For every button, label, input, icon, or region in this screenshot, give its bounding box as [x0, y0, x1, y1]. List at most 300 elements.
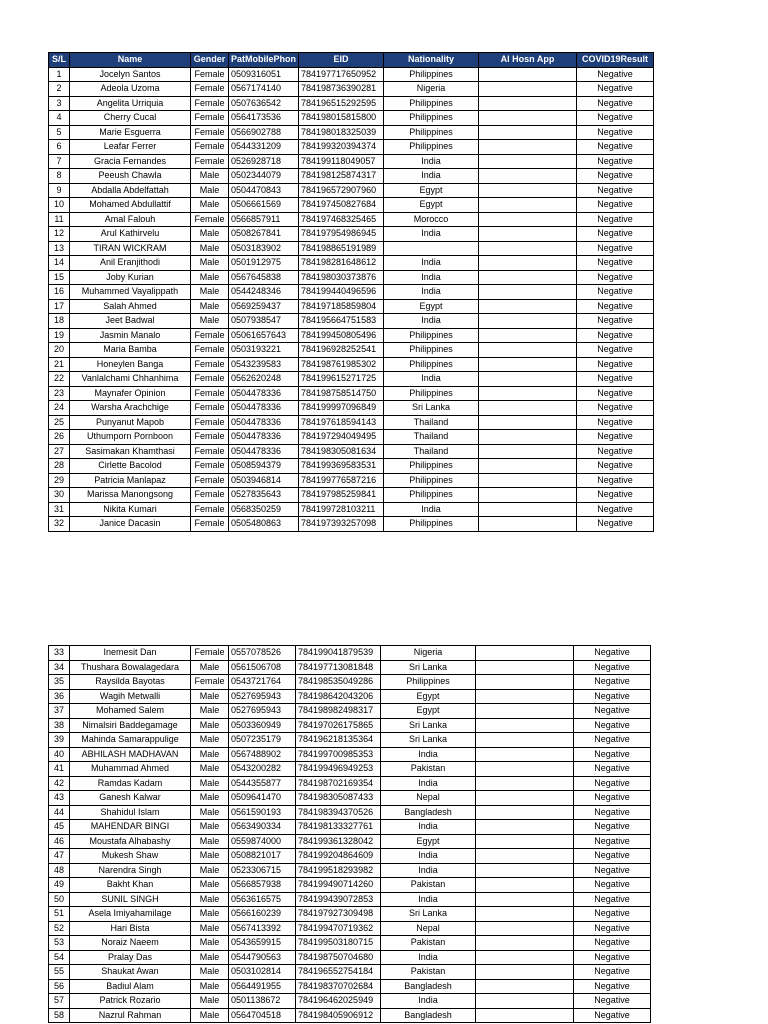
- cell-sl: 47: [49, 849, 70, 864]
- cell-phone: 0561506708: [229, 660, 296, 675]
- cell-alhosn: [479, 430, 577, 445]
- cell-gender: Female: [191, 96, 229, 111]
- cell-eid: 784197618594143: [299, 415, 384, 430]
- cell-eid: 784197717650952: [299, 67, 384, 82]
- cell-sl: 13: [49, 241, 70, 256]
- cell-name: Marie Esguerra: [70, 125, 191, 140]
- cell-phone: 0526928718: [229, 154, 299, 169]
- cell-alhosn: [479, 154, 577, 169]
- cell-nationality: Bangladesh: [381, 1008, 476, 1023]
- cell-nationality: India: [381, 892, 476, 907]
- cell-phone: 0505480863: [229, 517, 299, 532]
- cell-name: Shaukat Awan: [70, 965, 191, 980]
- cell-eid: 784199728103211: [299, 502, 384, 517]
- cell-covid-result: Negative: [577, 299, 654, 314]
- cell-sl: 20: [49, 343, 70, 358]
- cell-alhosn: [476, 733, 574, 748]
- cell-gender: Male: [191, 921, 229, 936]
- cell-name: Amal Falouh: [70, 212, 191, 227]
- cell-name: Muhammed Vayalippath: [70, 285, 191, 300]
- cell-nationality: Philippines: [384, 140, 479, 155]
- cell-name: Abdalla Abdelfattah: [70, 183, 191, 198]
- cell-covid-result: Negative: [574, 646, 651, 661]
- table-row: [49, 415, 654, 430]
- cell-eid: 784199041879539: [296, 646, 381, 661]
- cell-phone: 0544790563: [229, 950, 296, 965]
- cell-phone: 0503360949: [229, 718, 296, 733]
- cell-eid: 784196928252541: [299, 343, 384, 358]
- cell-eid: 784195664751583: [299, 314, 384, 329]
- cell-gender: Female: [191, 67, 229, 82]
- cell-sl: 26: [49, 430, 70, 445]
- table-row: [49, 285, 654, 300]
- cell-gender: Male: [191, 820, 229, 835]
- cell-covid-result: Negative: [577, 328, 654, 343]
- cell-alhosn: [476, 805, 574, 820]
- cell-eid: 784199361328042: [296, 834, 381, 849]
- cell-gender: Female: [191, 111, 229, 126]
- cell-sl: 55: [49, 965, 70, 980]
- cell-sl: 51: [49, 907, 70, 922]
- table-row: [49, 820, 651, 835]
- cell-eid: 784198761985302: [299, 357, 384, 372]
- cell-covid-result: Negative: [577, 502, 654, 517]
- cell-sl: 43: [49, 791, 70, 806]
- cell-eid: 784198982498317: [296, 704, 381, 719]
- cell-phone: 05061657643: [229, 328, 299, 343]
- cell-eid: 784199369583531: [299, 459, 384, 474]
- cell-sl: 39: [49, 733, 70, 748]
- cell-covid-result: Negative: [574, 979, 651, 994]
- cell-covid-result: Negative: [577, 473, 654, 488]
- cell-eid: 784197985259841: [299, 488, 384, 503]
- cell-covid-result: Negative: [574, 733, 651, 748]
- cell-nationality: Philippines: [384, 328, 479, 343]
- cell-alhosn: [476, 689, 574, 704]
- cell-covid-result: Negative: [577, 111, 654, 126]
- cell-phone: 0501912975: [229, 256, 299, 271]
- cell-name: Shahidul Islam: [70, 805, 191, 820]
- cell-alhosn: [476, 834, 574, 849]
- cell-phone: 0543721764: [229, 675, 296, 690]
- cell-gender: Male: [191, 198, 229, 213]
- cell-nationality: Egypt: [384, 299, 479, 314]
- cell-alhosn: [479, 372, 577, 387]
- cell-covid-result: Negative: [577, 488, 654, 503]
- cell-nationality: India: [381, 849, 476, 864]
- cell-gender: Male: [191, 747, 229, 762]
- cell-alhosn: [479, 502, 577, 517]
- cell-alhosn: [476, 907, 574, 922]
- cell-sl: 4: [49, 111, 70, 126]
- table-row: [49, 169, 654, 184]
- table-row: [49, 921, 651, 936]
- cell-covid-result: Negative: [577, 67, 654, 82]
- cell-name: Moustafa Alhabashy: [70, 834, 191, 849]
- cell-phone: 0543239583: [229, 357, 299, 372]
- header-row: [49, 53, 654, 68]
- cell-alhosn: [479, 299, 577, 314]
- cell-gender: Male: [191, 660, 229, 675]
- cell-sl: 6: [49, 140, 70, 155]
- cell-gender: Male: [191, 762, 229, 777]
- cell-sl: 28: [49, 459, 70, 474]
- cell-alhosn: [479, 343, 577, 358]
- cell-name: Arul Kathirvelu: [70, 227, 191, 242]
- cell-eid: 784199204864609: [296, 849, 381, 864]
- cell-alhosn: [476, 1008, 574, 1023]
- cell-nationality: Morocco: [384, 212, 479, 227]
- cell-sl: 3: [49, 96, 70, 111]
- cell-nationality: India: [384, 285, 479, 300]
- cell-gender: Male: [191, 907, 229, 922]
- cell-gender: Male: [191, 704, 229, 719]
- results-table-2: [48, 645, 651, 1023]
- cell-nationality: Pakistan: [381, 936, 476, 951]
- cell-covid-result: Negative: [574, 704, 651, 719]
- cell-name: Pralay Das: [70, 950, 191, 965]
- cell-name: Mahinda Samarappulige: [70, 733, 191, 748]
- cell-nationality: Pakistan: [381, 965, 476, 980]
- cell-eid: 784199496949253: [296, 762, 381, 777]
- cell-sl: 53: [49, 936, 70, 951]
- cell-sl: 50: [49, 892, 70, 907]
- cell-phone: 0501138672: [229, 994, 296, 1009]
- cell-alhosn: [479, 285, 577, 300]
- cell-eid: 784199118049057: [299, 154, 384, 169]
- cell-gender: Female: [191, 372, 229, 387]
- cell-alhosn: [479, 415, 577, 430]
- cell-phone: 0523306715: [229, 863, 296, 878]
- table-row: [49, 660, 651, 675]
- cell-sl: 2: [49, 82, 70, 97]
- cell-phone: 0543659915: [229, 936, 296, 951]
- cell-phone: 0504470843: [229, 183, 299, 198]
- cell-phone: 0568350259: [229, 502, 299, 517]
- cell-covid-result: Negative: [577, 372, 654, 387]
- table-row: [49, 805, 651, 820]
- cell-gender: Female: [191, 328, 229, 343]
- cell-eid: 784199997096849: [299, 401, 384, 416]
- cell-covid-result: Negative: [574, 791, 651, 806]
- header-phone: PatMobilePhon: [229, 53, 299, 68]
- table-row: [49, 140, 654, 155]
- cell-name: Nimalsiri Baddegamage: [70, 718, 191, 733]
- cell-covid-result: Negative: [577, 183, 654, 198]
- cell-phone: 0564173536: [229, 111, 299, 126]
- cell-name: Marissa Manongsong: [70, 488, 191, 503]
- cell-sl: 29: [49, 473, 70, 488]
- cell-gender: Female: [191, 473, 229, 488]
- cell-covid-result: Negative: [574, 863, 651, 878]
- cell-covid-result: Negative: [577, 314, 654, 329]
- cell-phone: 0566902788: [229, 125, 299, 140]
- cell-phone: 0507235179: [229, 733, 296, 748]
- cell-gender: Male: [191, 834, 229, 849]
- cell-eid: 784198305081634: [299, 444, 384, 459]
- table-row: [49, 444, 654, 459]
- table-row: [49, 791, 651, 806]
- cell-covid-result: Negative: [577, 256, 654, 271]
- cell-eid: 784198125874317: [299, 169, 384, 184]
- cell-covid-result: Negative: [574, 805, 651, 820]
- cell-covid-result: Negative: [574, 936, 651, 951]
- cell-alhosn: [476, 820, 574, 835]
- cell-nationality: Philippines: [384, 343, 479, 358]
- table-row: [49, 270, 654, 285]
- cell-alhosn: [476, 704, 574, 719]
- cell-gender: Female: [191, 675, 229, 690]
- cell-name: MAHENDAR BINGI: [70, 820, 191, 835]
- cell-nationality: Egypt: [381, 689, 476, 704]
- table-row: [49, 125, 654, 140]
- cell-nationality: Philippines: [384, 67, 479, 82]
- cell-nationality: Bangladesh: [381, 979, 476, 994]
- cell-nationality: India: [381, 820, 476, 835]
- cell-sl: 40: [49, 747, 70, 762]
- cell-name: Cherry Cucal: [70, 111, 191, 126]
- table-row: [49, 183, 654, 198]
- cell-phone: 0507636542: [229, 96, 299, 111]
- cell-alhosn: [479, 241, 577, 256]
- cell-nationality: Egypt: [384, 198, 479, 213]
- cell-nationality: India: [381, 776, 476, 791]
- cell-nationality: India: [384, 270, 479, 285]
- cell-alhosn: [476, 660, 574, 675]
- cell-alhosn: [476, 718, 574, 733]
- cell-gender: Male: [191, 994, 229, 1009]
- cell-covid-result: Negative: [574, 776, 651, 791]
- cell-covid-result: Negative: [574, 834, 651, 849]
- cell-gender: Male: [191, 718, 229, 733]
- cell-eid: 784196552754184: [296, 965, 381, 980]
- cell-sl: 11: [49, 212, 70, 227]
- cell-sl: 12: [49, 227, 70, 242]
- cell-gender: Female: [191, 357, 229, 372]
- cell-nationality: Nigeria: [381, 646, 476, 661]
- cell-gender: Male: [191, 270, 229, 285]
- cell-gender: Male: [191, 878, 229, 893]
- cell-name: Narendra Singh: [70, 863, 191, 878]
- cell-phone: 0567413392: [229, 921, 296, 936]
- cell-name: Cirlette Bacolod: [70, 459, 191, 474]
- cell-nationality: Philippines: [384, 517, 479, 532]
- cell-phone: 0564491955: [229, 979, 296, 994]
- header-eid: EID: [299, 53, 384, 68]
- cell-alhosn: [479, 169, 577, 184]
- cell-eid: 784197713081848: [296, 660, 381, 675]
- table-row: [49, 718, 651, 733]
- cell-covid-result: Negative: [574, 675, 651, 690]
- cell-eid: 784199503180715: [296, 936, 381, 951]
- cell-phone: 0567645838: [229, 270, 299, 285]
- cell-name: Vanlalchami Chhanhima: [70, 372, 191, 387]
- cell-phone: 0504478336: [229, 386, 299, 401]
- cell-alhosn: [476, 979, 574, 994]
- cell-gender: Female: [191, 140, 229, 155]
- cell-eid: 784197185859804: [299, 299, 384, 314]
- cell-eid: 784197026175865: [296, 718, 381, 733]
- cell-sl: 5: [49, 125, 70, 140]
- cell-gender: Male: [191, 776, 229, 791]
- cell-alhosn: [476, 675, 574, 690]
- table-row: [49, 733, 651, 748]
- cell-gender: Male: [191, 169, 229, 184]
- cell-alhosn: [479, 517, 577, 532]
- table-row: [49, 227, 654, 242]
- cell-phone: 0504478336: [229, 401, 299, 416]
- cell-gender: Female: [191, 488, 229, 503]
- cell-name: Salah Ahmed: [70, 299, 191, 314]
- cell-alhosn: [476, 936, 574, 951]
- cell-sl: 10: [49, 198, 70, 213]
- cell-nationality: Egypt: [384, 183, 479, 198]
- table-row: [49, 96, 654, 111]
- cell-gender: Female: [191, 646, 229, 661]
- cell-eid: 784197927309498: [296, 907, 381, 922]
- table-row: [49, 212, 654, 227]
- cell-alhosn: [479, 96, 577, 111]
- cell-covid-result: Negative: [574, 907, 651, 922]
- cell-alhosn: [479, 111, 577, 126]
- cell-gender: Male: [191, 849, 229, 864]
- cell-eid: 784198535049286: [296, 675, 381, 690]
- table-row: [49, 386, 654, 401]
- cell-name: Honeylen Banga: [70, 357, 191, 372]
- cell-phone: 0569259437: [229, 299, 299, 314]
- table-1-body: [49, 67, 654, 531]
- cell-sl: 18: [49, 314, 70, 329]
- cell-alhosn: [476, 892, 574, 907]
- table-row: [49, 67, 654, 82]
- cell-alhosn: [476, 791, 574, 806]
- cell-eid: 784198736390281: [299, 82, 384, 97]
- cell-covid-result: Negative: [577, 96, 654, 111]
- cell-name: Uthumporn Pornboon: [70, 430, 191, 445]
- cell-phone: 0566160239: [229, 907, 296, 922]
- cell-gender: Female: [191, 430, 229, 445]
- cell-nationality: Sri Lanka: [381, 718, 476, 733]
- cell-name: Wagih Metwalli: [70, 689, 191, 704]
- cell-name: Mohamed Abdullattif: [70, 198, 191, 213]
- cell-sl: 45: [49, 820, 70, 835]
- cell-eid: 784198133327761: [296, 820, 381, 835]
- cell-covid-result: Negative: [577, 444, 654, 459]
- table-row: [49, 256, 654, 271]
- cell-covid-result: Negative: [577, 386, 654, 401]
- cell-sl: 32: [49, 517, 70, 532]
- cell-alhosn: [476, 776, 574, 791]
- cell-covid-result: Negative: [577, 125, 654, 140]
- cell-phone: 0566857938: [229, 878, 296, 893]
- cell-nationality: Thailand: [384, 444, 479, 459]
- cell-eid: 784198015815800: [299, 111, 384, 126]
- cell-phone: 0509316051: [229, 67, 299, 82]
- cell-gender: Male: [191, 285, 229, 300]
- cell-covid-result: Negative: [574, 718, 651, 733]
- cell-sl: 22: [49, 372, 70, 387]
- cell-eid: 784199320394374: [299, 140, 384, 155]
- cell-sl: 17: [49, 299, 70, 314]
- cell-alhosn: [479, 270, 577, 285]
- cell-alhosn: [476, 646, 574, 661]
- cell-name: Patrick Rozario: [70, 994, 191, 1009]
- cell-sl: 1: [49, 67, 70, 82]
- cell-gender: Male: [191, 227, 229, 242]
- cell-name: Leafar Ferrer: [70, 140, 191, 155]
- table-row: [49, 936, 651, 951]
- cell-sl: 9: [49, 183, 70, 198]
- cell-alhosn: [479, 444, 577, 459]
- cell-covid-result: Negative: [577, 270, 654, 285]
- cell-gender: Female: [191, 502, 229, 517]
- cell-sl: 30: [49, 488, 70, 503]
- table-2-body: [49, 646, 651, 1023]
- cell-nationality: [384, 241, 479, 256]
- cell-name: Mohamed Salem: [70, 704, 191, 719]
- cell-phone: 0544248346: [229, 285, 299, 300]
- cell-alhosn: [479, 328, 577, 343]
- cell-name: Nazrul Rahman: [70, 1008, 191, 1023]
- table-row: [49, 849, 651, 864]
- cell-covid-result: Negative: [577, 82, 654, 97]
- cell-sl: 19: [49, 328, 70, 343]
- cell-covid-result: Negative: [574, 762, 651, 777]
- cell-nationality: Nigeria: [384, 82, 479, 97]
- cell-eid: 784197294049495: [299, 430, 384, 445]
- cell-alhosn: [476, 921, 574, 936]
- cell-nationality: Nepal: [381, 921, 476, 936]
- cell-phone: 0564704518: [229, 1008, 296, 1023]
- cell-nationality: Sri Lanka: [381, 907, 476, 922]
- cell-gender: Male: [191, 733, 229, 748]
- cell-gender: Male: [191, 791, 229, 806]
- cell-name: Punyanut Mapob: [70, 415, 191, 430]
- cell-name: Thushara Bowalagedara: [70, 660, 191, 675]
- cell-covid-result: Negative: [574, 820, 651, 835]
- cell-nationality: Philippines: [384, 125, 479, 140]
- cell-alhosn: [479, 357, 577, 372]
- cell-gender: Male: [191, 863, 229, 878]
- header-gender: Gender: [191, 53, 229, 68]
- cell-alhosn: [476, 849, 574, 864]
- cell-sl: 15: [49, 270, 70, 285]
- cell-eid: 784199518293982: [296, 863, 381, 878]
- cell-name: Jeet Badwal: [70, 314, 191, 329]
- cell-covid-result: Negative: [574, 849, 651, 864]
- cell-sl: 25: [49, 415, 70, 430]
- cell-phone: 0527695943: [229, 704, 296, 719]
- table-row: [49, 111, 654, 126]
- cell-phone: 0509641470: [229, 791, 296, 806]
- table-row: [49, 704, 651, 719]
- cell-phone: 0566857911: [229, 212, 299, 227]
- cell-alhosn: [479, 67, 577, 82]
- table-row: [49, 517, 654, 532]
- cell-sl: 14: [49, 256, 70, 271]
- cell-name: Maynafer Opinion: [70, 386, 191, 401]
- cell-covid-result: Negative: [577, 169, 654, 184]
- table-row: [49, 950, 651, 965]
- cell-name: Sasimakan Khamthasi: [70, 444, 191, 459]
- cell-sl: 23: [49, 386, 70, 401]
- cell-gender: Female: [191, 212, 229, 227]
- cell-gender: Male: [191, 936, 229, 951]
- cell-covid-result: Negative: [577, 343, 654, 358]
- cell-sl: 57: [49, 994, 70, 1009]
- cell-eid: 784197468325465: [299, 212, 384, 227]
- cell-phone: 0503183902: [229, 241, 299, 256]
